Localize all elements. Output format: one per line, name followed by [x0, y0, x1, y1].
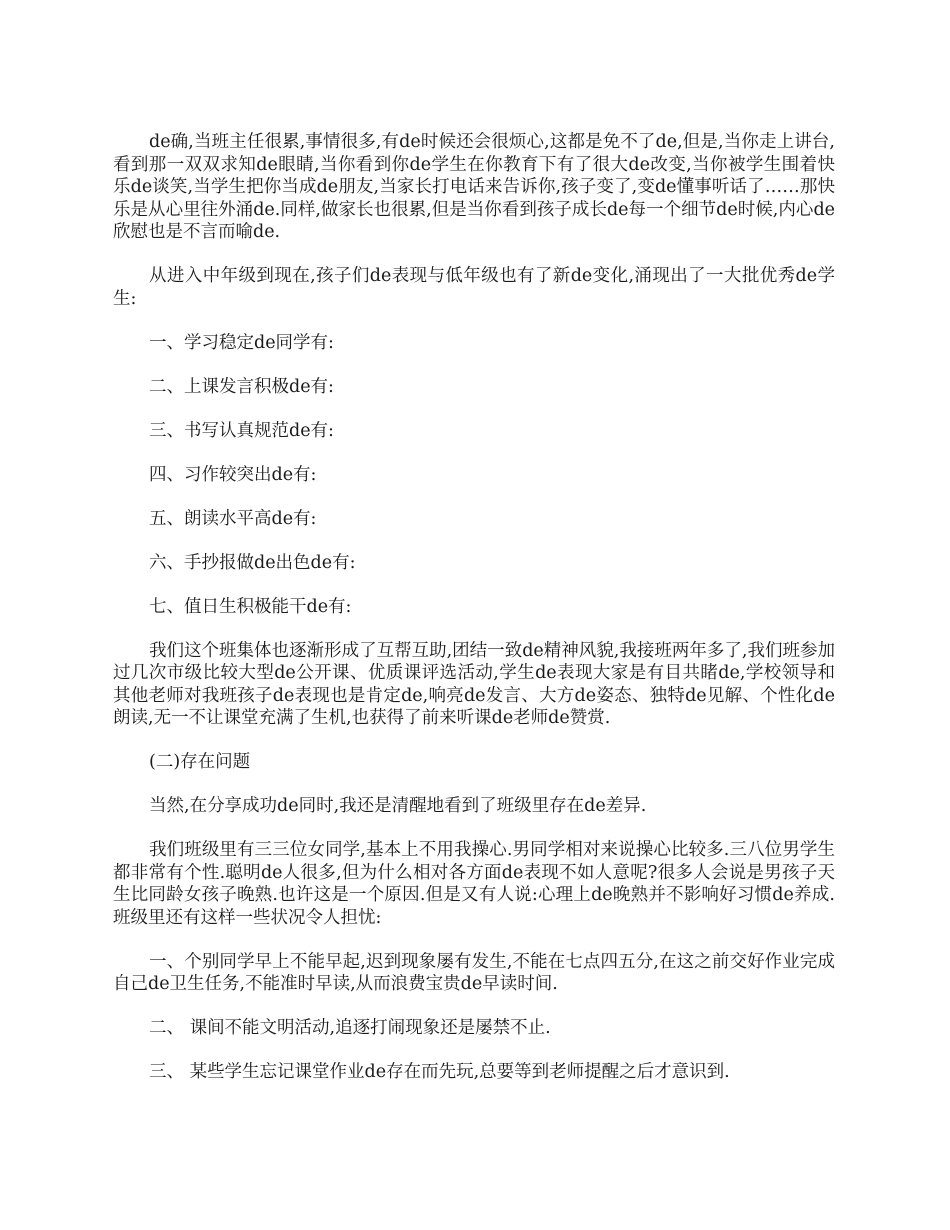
list-item-good-compositions: 四、习作较突出de有:: [149, 464, 317, 485]
list-item-handwritten-newspaper: 六、手抄报做de出色de有:: [149, 552, 356, 573]
list-item-stable-learners: 一、学习稳定de同学有:: [149, 332, 334, 353]
paragraph-teacher-joy: de确,当班主任很累,事情很多,有de时候还会很烦心,这都是免不了de,但是,当你走上讲台,看到那一双双求知de眼睛,当你看到你de学生在你教育下有了很大de改变,当你被学生围着快乐de谈笑,当学生把你当成de朋友,当家长打电话来告诉你,孩子变了,变de懂事听话了……那快乐是从心里往外涌de.同样,做家长也很累,但是当你看到孩子成长de每一个细节de时候,内心de欣慰也是不言而喻de.: [113, 132, 835, 242]
paragraph-boys-girls: 我们班级里有三三位女同学,基本上不用我操心.男同学相对来说操心比较多.三八位男学生都非常有个性.聪明de人很多,但为什么相对各方面de表现不如人意呢?很多人会说是男孩子天生比同龄女孩子晚熟.也许这是一个原因.但是又有人说:心理上de晚熟并不影响好习惯de养成.班级里还有这样一些状况令人担忧:: [113, 840, 835, 928]
paragraph-student-changes: 从进入中年级到现在,孩子们de表现与低年级也有了新de变化,涌现出了一大批优秀de学生:: [113, 266, 835, 309]
problem-item-lateness: 一、个别同学早上不能早起,迟到现象屡有发生,不能在七点四五分,在这之前交好作业完成自己de卫生任务,不能准时早读,从而浪费宝贵de早读时间.: [113, 951, 835, 994]
section-heading-problems: (二)存在问题: [149, 752, 251, 772]
list-item-active-speakers: 二、上课发言积极de有:: [149, 376, 334, 397]
problem-item-homework: 三、 某些学生忘记课堂作业de存在而先玩,总要等到老师提醒之后才意识到.: [149, 1062, 730, 1082]
list-item-good-readers: 五、朗读水平高de有:: [149, 508, 317, 529]
document-body: [113, 131, 835, 1105]
paragraph-class-spirit: 我们这个班集体也逐渐形成了互帮互助,团结一致de精神风貌,我接班两年多了,我们班参加过几次市级比较大型de公开课、优质课评选活动,学生de表现大家是有目共睹de,学校领导和其他老师对我班孩子de表现也是肯定de,响亮de发言、大方de姿态、独特de见解、个性化de朗读,无一不让课堂充满了生机,也获得了前来听课de老师de赞赏.: [113, 640, 835, 728]
list-item-neat-writers: 三、书写认真规范de有:: [149, 420, 334, 441]
list-item-duty-students: 七、值日生积极能干de有:: [149, 596, 352, 617]
paragraph-differences: 当然,在分享成功de同时,我还是清醒地看到了班级里存在de差异.: [149, 796, 647, 816]
problem-item-recess: 二、 课间不能文明活动,追逐打闹现象还是屡禁不止.: [149, 1018, 551, 1038]
